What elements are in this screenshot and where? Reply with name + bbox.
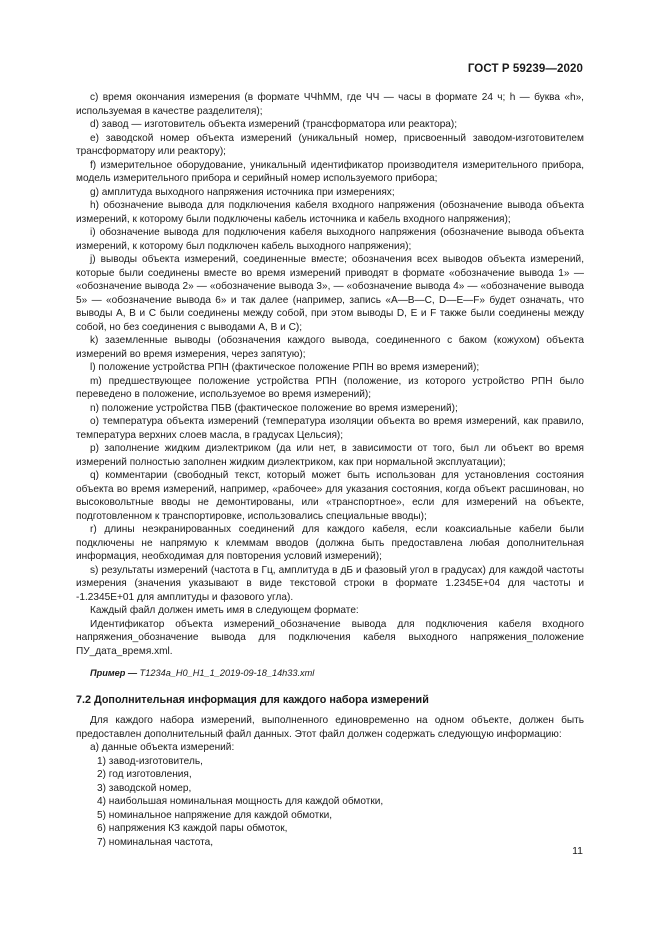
- example: [76, 667, 584, 681]
- list-item-c: c) время окончания измерения (в формате ЧЧhММ, где ЧЧ — часы в формате 24 ч; h — буква «h», используемая в качестве разделителя);: [76, 92, 584, 117]
- list-item-o: o) температура объекта измерений (температура изоляции объекта во время измерений, как правило, температура верхних слоев масла, в градусах Цельсия);: [76, 416, 584, 441]
- example-label: Пример —: [90, 668, 138, 678]
- section-title: 7.2 Дополнительная информация для каждого набора измерений: [76, 693, 429, 706]
- filename-intro: Каждый файл должен иметь имя в следующем формате:: [90, 605, 359, 616]
- list-item-j: j) выводы объекта измерений, соединенные вместе; обозначения всех выводов объекта измерений, которые были соединены вместе во время измерений приводят в формате «обозначение вывода 1» — «обозначение вывода 2» — «обозначение вывода 3», — «обозначение вывода 4» — «обозначение вывода 5» — «обозначение вывода 6» и так далее (например, запись «А—В—С, D—Е—F» будет означать, что выводы А, В и С были соединены между собой, при этом выводы D, Е и F также были соединены между собой, но без соединения с выводами А, В и С);: [76, 254, 584, 333]
- list-item-m: m) предшествующее положение устройства РПН (положение, из которого устройство РПН было переведено в положение, используемое во время измерений);: [76, 375, 584, 400]
- sub-item: 6) напряжения КЗ каждой пары обмоток,: [97, 823, 288, 834]
- sub-item: 1) завод-изготовитель,: [97, 755, 203, 767]
- list-item-n: n) положение устройства ПБВ (фактическое положение во время измерений);: [90, 402, 458, 414]
- list-item-q: q) комментарии (свободный текст, который может быть использован для установления состояния объекта во время измерений, например, «рабочее» для указания состояния, когда объект расшинован, но высоковольтные вводы не демонтированы, или «транспортное», если для измерений на объекте, подготовленном к транспортировке, использовались специальные вводы);: [76, 470, 584, 522]
- list-item-f: f) измерительное оборудование, уникальный идентификатор производителя измерительного прибора, модель измерительного прибора и серийный номер используемого прибора;: [76, 159, 584, 184]
- page-number: 11: [572, 845, 583, 857]
- list-item-i: i) обозначение вывода для подключения кабеля выходного напряжения (обозначение вывода объекта измерений, к которому был подключен кабель выходного напряжения);: [76, 227, 584, 252]
- list-item-s: s) результаты измерений (частота в Гц, амплитуда в дБ и фазовый угол в градусах) для каждой частоты измерения (значения указывают в виде текстовой строки в формате 1.2345Е+04 для частоты и -1.2345Е+01 для амплитуды и фазового угла).: [76, 564, 584, 603]
- section-intro: Для каждого набора измерений, выполненного единовременно на одном объекте, должен быть предоставлен дополнительный файл данных. Этот файл должен содержать следующую информацию:: [76, 715, 584, 740]
- list-item-l: l) положение устройства РПН (фактическое положение РПН во время измерений);: [90, 362, 480, 373]
- example-text: T1234a_H0_H1_1_2019-09-18_14h33.xml: [139, 668, 315, 678]
- list-item-a: а) данные объекта измерений:: [90, 742, 235, 753]
- document-code: ГОСТ Р 59239—2020: [467, 63, 583, 75]
- list-item-h: h) обозначение вывода для подключения кабеля входного напряжения (обозначение вывода объекта измерений, к которому были подключены кабель источника и кабель входного напряжения);: [76, 200, 584, 225]
- sub-item: 5) номинальное напряжение для каждой обмотки,: [97, 809, 333, 821]
- page-body: [76, 91, 584, 849]
- filename-format: Идентификатор объекта измерений_обозначение вывода для подключения кабеля входного напряжения_обозначение вывода для подключения кабеля выходного напряжения_положение ПУ_дата_время.xml.: [76, 618, 584, 657]
- list-item-d: d) завод — изготовитель объекта измерений (трансформатора или реактора);: [90, 119, 458, 130]
- sub-item: 7) номинальная частота,: [97, 836, 214, 848]
- list-item-k: k) заземленные выводы (обозначения каждого вывода, соединенного с баком (кожухом) объекта измерений во время измерения, через запятую);: [76, 335, 584, 360]
- list-item-r: r) длины неэкранированных соединений для каждого кабеля, если коаксиальные кабели были подключены не напрямую к клеммам вводов (должна быть предоставлена любая дополнительная информация, необходимая для повторения условий измерений);: [76, 524, 584, 562]
- sub-item: 4) наибольшая номинальная мощность для каждой обмотки,: [97, 796, 384, 807]
- sub-item: 3) заводской номер,: [97, 782, 192, 794]
- list-item-e: e) заводской номер объекта измерений (уникальный номер, присвоенный заводом-изготовителем трансформатору или реактору);: [76, 132, 584, 157]
- sub-item: 2) год изготовления,: [97, 769, 192, 780]
- list-item-p: p) заполнение жидким диэлектриком (да или нет, в зависимости от того, был ли объект во время измерений полностью заполнен жидким диэлектриком, как при нормальной эксплуатации);: [76, 443, 584, 468]
- list-item-g: g) амплитуда выходного напряжения источника при измерениях;: [90, 186, 395, 198]
